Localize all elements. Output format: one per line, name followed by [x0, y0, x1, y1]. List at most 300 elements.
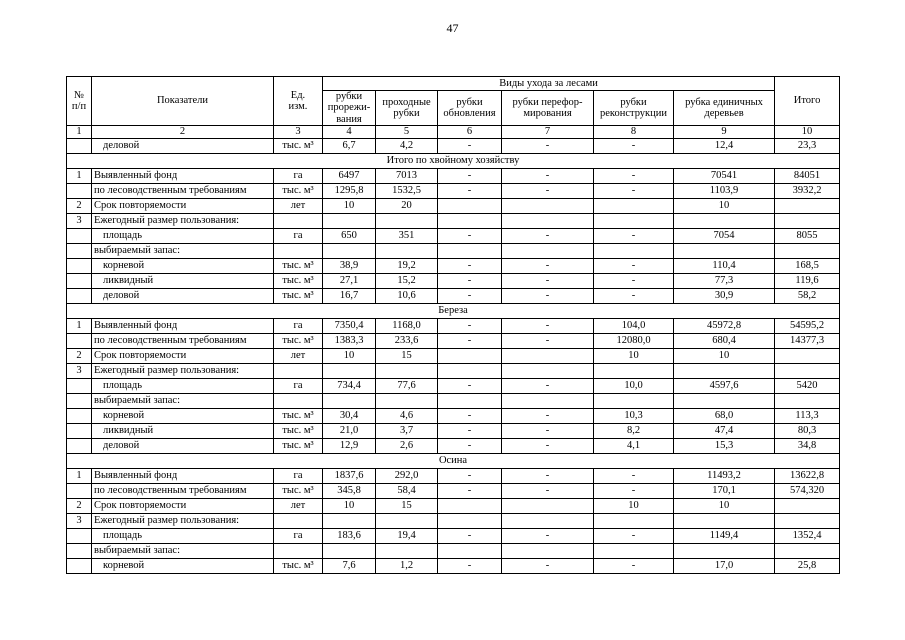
row-value: - — [502, 558, 594, 573]
row-value — [594, 243, 674, 258]
row-value — [594, 363, 674, 378]
table-row — [67, 393, 840, 408]
section-title: Итого по хвойному хозяйству — [67, 153, 840, 168]
table-row — [67, 513, 840, 528]
row-num — [67, 483, 92, 498]
row-value — [438, 498, 502, 513]
row-value: 25,8 — [775, 558, 840, 573]
row-unit: га — [274, 468, 323, 483]
row-value: 10,6 — [376, 288, 438, 303]
table-row — [67, 318, 840, 333]
table-row — [67, 258, 840, 273]
row-value: - — [502, 438, 594, 453]
row-value — [438, 513, 502, 528]
row-value: - — [438, 483, 502, 498]
row-value: 23,3 — [775, 138, 840, 153]
row-value — [438, 213, 502, 228]
row-unit: тыс. м³ — [274, 483, 323, 498]
row-num: 1 — [67, 168, 92, 183]
row-value — [674, 213, 775, 228]
row-value — [594, 513, 674, 528]
row-value: 113,3 — [775, 408, 840, 423]
row-num — [67, 393, 92, 408]
row-value — [323, 243, 376, 258]
row-value — [775, 213, 840, 228]
row-value: 4,1 — [594, 438, 674, 453]
column-index-2: 2 — [92, 125, 274, 138]
row-indicator: площадь — [92, 528, 274, 543]
row-value: 7013 — [376, 168, 438, 183]
row-indicator: выбираемый запас: — [92, 543, 274, 558]
table-row — [67, 408, 840, 423]
row-value: 68,0 — [674, 408, 775, 423]
row-value: 119,6 — [775, 273, 840, 288]
row-value — [775, 498, 840, 513]
row-value: 104,0 — [594, 318, 674, 333]
row-value: 14377,3 — [775, 333, 840, 348]
header-type-label: рубки перефор- мирования — [512, 96, 583, 119]
row-indicator: площадь — [92, 228, 274, 243]
row-unit: тыс. м³ — [274, 273, 323, 288]
row-value: 1168,0 — [376, 318, 438, 333]
header-type-3 — [438, 91, 502, 126]
row-value: - — [594, 468, 674, 483]
row-unit: тыс. м³ — [274, 408, 323, 423]
header-type-label: рубки прорежи- вания — [327, 91, 371, 125]
row-value — [323, 363, 376, 378]
header-num: № п/п — [67, 77, 92, 126]
page-number: 47 — [446, 21, 459, 35]
header-type-1 — [323, 91, 376, 126]
row-value: 13622,8 — [775, 468, 840, 483]
row-value: 10 — [594, 498, 674, 513]
row-value: - — [594, 528, 674, 543]
row-value: 10 — [323, 348, 376, 363]
row-num: 1 — [67, 468, 92, 483]
row-value: 7054 — [674, 228, 775, 243]
row-indicator: Ежегодный размер пользования: — [92, 213, 274, 228]
row-value: 8055 — [775, 228, 840, 243]
row-unit — [274, 363, 323, 378]
row-value: 19,4 — [376, 528, 438, 543]
table-row — [67, 213, 840, 228]
row-value: 12,4 — [674, 138, 775, 153]
table-row — [67, 138, 840, 153]
row-value: 11493,2 — [674, 468, 775, 483]
row-value: 1532,5 — [376, 183, 438, 198]
row-value — [775, 348, 840, 363]
row-value: - — [502, 273, 594, 288]
row-value — [775, 243, 840, 258]
header-indicator: Показатели — [92, 77, 274, 126]
table-row — [67, 333, 840, 348]
row-num: 3 — [67, 363, 92, 378]
row-value: - — [502, 318, 594, 333]
row-value: 110,4 — [674, 258, 775, 273]
row-value — [502, 393, 594, 408]
column-index-6: 6 — [438, 125, 502, 138]
row-value: - — [502, 468, 594, 483]
row-num — [67, 543, 92, 558]
row-indicator: Выявленный фонд — [92, 168, 274, 183]
row-value — [502, 498, 594, 513]
table-row — [67, 483, 840, 498]
table-header — [67, 77, 840, 139]
row-value — [323, 513, 376, 528]
row-value: - — [438, 408, 502, 423]
row-value: - — [502, 228, 594, 243]
row-value — [674, 393, 775, 408]
row-value — [674, 363, 775, 378]
row-value: - — [594, 138, 674, 153]
table-row — [67, 348, 840, 363]
row-value: 77,3 — [674, 273, 775, 288]
row-indicator: Ежегодный размер пользования: — [92, 513, 274, 528]
row-value: - — [438, 468, 502, 483]
table-row — [67, 363, 840, 378]
row-value: - — [502, 288, 594, 303]
row-value: 30,4 — [323, 408, 376, 423]
row-num — [67, 423, 92, 438]
row-num — [67, 138, 92, 153]
row-indicator: деловой — [92, 288, 274, 303]
row-value — [502, 363, 594, 378]
row-value: 1383,3 — [323, 333, 376, 348]
row-value: - — [438, 168, 502, 183]
row-indicator: Выявленный фонд — [92, 318, 274, 333]
row-num — [67, 438, 92, 453]
row-value — [775, 363, 840, 378]
row-value: 6497 — [323, 168, 376, 183]
row-unit: га — [274, 528, 323, 543]
row-value — [438, 348, 502, 363]
table-row — [67, 228, 840, 243]
row-value: - — [438, 228, 502, 243]
section-row — [67, 303, 840, 318]
row-value: 34,8 — [775, 438, 840, 453]
row-unit: га — [274, 378, 323, 393]
row-value: - — [594, 168, 674, 183]
row-value: 15 — [376, 498, 438, 513]
row-value: 6,7 — [323, 138, 376, 153]
row-value — [502, 213, 594, 228]
row-value — [323, 543, 376, 558]
row-indicator: Срок повторяемости — [92, 198, 274, 213]
row-value: - — [438, 438, 502, 453]
column-index-7: 7 — [502, 125, 594, 138]
header-type-2 — [376, 91, 438, 126]
row-value: 4597,6 — [674, 378, 775, 393]
row-value: 1352,4 — [775, 528, 840, 543]
column-index-5: 5 — [376, 125, 438, 138]
row-value: 54595,2 — [775, 318, 840, 333]
row-value: - — [594, 483, 674, 498]
header-type-label: рубки обновления — [443, 96, 496, 119]
row-value: 45972,8 — [674, 318, 775, 333]
row-unit: лет — [274, 348, 323, 363]
row-value: - — [438, 258, 502, 273]
row-value: - — [502, 378, 594, 393]
row-value: 84051 — [775, 168, 840, 183]
row-indicator: по лесоводственным требованиям — [92, 333, 274, 348]
row-unit: тыс. м³ — [274, 333, 323, 348]
row-value: 1,2 — [376, 558, 438, 573]
row-value: 4,6 — [376, 408, 438, 423]
row-value: 10 — [674, 198, 775, 213]
row-unit: тыс. м³ — [274, 138, 323, 153]
row-value: 183,6 — [323, 528, 376, 543]
row-unit: тыс. м³ — [274, 423, 323, 438]
row-indicator: площадь — [92, 378, 274, 393]
row-unit: тыс. м³ — [274, 258, 323, 273]
row-value: 38,9 — [323, 258, 376, 273]
row-value: 16,7 — [323, 288, 376, 303]
table-row — [67, 273, 840, 288]
row-indicator: деловой — [92, 138, 274, 153]
row-value — [502, 198, 594, 213]
row-value — [674, 513, 775, 528]
row-unit: тыс. м³ — [274, 558, 323, 573]
row-value: 12080,0 — [594, 333, 674, 348]
header-type-label: проходные рубки — [382, 96, 431, 119]
row-value — [775, 393, 840, 408]
row-value: 1837,6 — [323, 468, 376, 483]
column-index-10: 10 — [775, 125, 840, 138]
row-value: - — [438, 288, 502, 303]
row-value — [376, 543, 438, 558]
row-value: 574,320 — [775, 483, 840, 498]
row-value: 17,0 — [674, 558, 775, 573]
header-index-row — [67, 125, 840, 138]
row-value: 1149,4 — [674, 528, 775, 543]
row-num: 2 — [67, 498, 92, 513]
table-row — [67, 498, 840, 513]
row-value: 15,3 — [674, 438, 775, 453]
row-value: 4,2 — [376, 138, 438, 153]
header-type-label: рубка единичных деревьев — [685, 96, 763, 119]
row-value: 10 — [323, 498, 376, 513]
row-value: 2,6 — [376, 438, 438, 453]
row-indicator: выбираемый запас: — [92, 393, 274, 408]
row-value: 15,2 — [376, 273, 438, 288]
row-value: - — [502, 258, 594, 273]
row-unit — [274, 213, 323, 228]
row-num — [67, 228, 92, 243]
header-total: Итого — [775, 77, 840, 126]
row-indicator: выбираемый запас: — [92, 243, 274, 258]
row-value: 8,2 — [594, 423, 674, 438]
header-type-label: рубки реконструкции — [599, 96, 668, 119]
table-row — [67, 468, 840, 483]
row-num — [67, 273, 92, 288]
row-value: - — [438, 273, 502, 288]
row-value — [502, 348, 594, 363]
row-value — [438, 363, 502, 378]
table-row — [67, 378, 840, 393]
table-body — [67, 138, 840, 573]
row-value — [674, 243, 775, 258]
row-value: - — [594, 288, 674, 303]
row-value: 80,3 — [775, 423, 840, 438]
row-value — [376, 393, 438, 408]
row-indicator: по лесоводственным требованиям — [92, 483, 274, 498]
row-value: 10,0 — [594, 378, 674, 393]
row-value: - — [502, 138, 594, 153]
row-value: 3,7 — [376, 423, 438, 438]
header-type-5 — [594, 91, 674, 126]
row-indicator: Срок повторяемости — [92, 348, 274, 363]
row-value — [502, 243, 594, 258]
section-title: Береза — [67, 303, 840, 318]
row-value: 19,2 — [376, 258, 438, 273]
row-value: 10,3 — [594, 408, 674, 423]
table-row — [67, 243, 840, 258]
row-value: 12,9 — [323, 438, 376, 453]
row-value: - — [438, 423, 502, 438]
row-unit — [274, 513, 323, 528]
row-indicator: ликвидный — [92, 423, 274, 438]
row-num — [67, 288, 92, 303]
row-unit: тыс. м³ — [274, 183, 323, 198]
row-value — [775, 513, 840, 528]
row-value: 680,4 — [674, 333, 775, 348]
row-value: 170,1 — [674, 483, 775, 498]
row-value: - — [438, 558, 502, 573]
row-unit: тыс. м³ — [274, 288, 323, 303]
row-unit: тыс. м³ — [274, 438, 323, 453]
row-indicator: корневой — [92, 408, 274, 423]
row-unit: га — [274, 318, 323, 333]
row-value: 15 — [376, 348, 438, 363]
table-row — [67, 543, 840, 558]
section-row — [67, 153, 840, 168]
column-index-3: 3 — [274, 125, 323, 138]
forest-care-table — [66, 76, 840, 574]
row-value — [674, 543, 775, 558]
row-value: 21,0 — [323, 423, 376, 438]
row-value — [594, 393, 674, 408]
row-indicator: деловой — [92, 438, 274, 453]
row-value — [376, 243, 438, 258]
row-unit: га — [274, 168, 323, 183]
row-num: 2 — [67, 198, 92, 213]
row-value: 292,0 — [376, 468, 438, 483]
row-value: - — [438, 378, 502, 393]
row-value: - — [438, 528, 502, 543]
row-value: - — [502, 483, 594, 498]
row-num — [67, 408, 92, 423]
row-value: - — [594, 183, 674, 198]
header-unit: Ед. изм. — [274, 77, 323, 126]
row-indicator: ликвидный — [92, 273, 274, 288]
row-num — [67, 333, 92, 348]
row-value: 734,4 — [323, 378, 376, 393]
header-type-4 — [502, 91, 594, 126]
header-type-6 — [674, 91, 775, 126]
row-value: 10 — [674, 498, 775, 513]
row-value: 58,4 — [376, 483, 438, 498]
row-indicator: Ежегодный размер пользования: — [92, 363, 274, 378]
row-value: 70541 — [674, 168, 775, 183]
row-value: 10 — [674, 348, 775, 363]
row-num: 2 — [67, 348, 92, 363]
row-unit: га — [274, 228, 323, 243]
table-row — [67, 183, 840, 198]
row-value: - — [502, 528, 594, 543]
row-value — [438, 543, 502, 558]
row-value: - — [594, 258, 674, 273]
row-value: 20 — [376, 198, 438, 213]
row-value: 7350,4 — [323, 318, 376, 333]
row-value — [594, 543, 674, 558]
row-unit — [274, 543, 323, 558]
table-row — [67, 288, 840, 303]
row-unit: лет — [274, 198, 323, 213]
row-num — [67, 528, 92, 543]
row-value: 10 — [594, 348, 674, 363]
row-indicator: корневой — [92, 258, 274, 273]
row-value: 1295,8 — [323, 183, 376, 198]
row-indicator: Срок повторяемости — [92, 498, 274, 513]
table-row — [67, 558, 840, 573]
row-value: 168,5 — [775, 258, 840, 273]
row-unit: лет — [274, 498, 323, 513]
row-value — [438, 243, 502, 258]
table-row — [67, 198, 840, 213]
row-value — [376, 513, 438, 528]
row-value: - — [594, 273, 674, 288]
column-index-4: 4 — [323, 125, 376, 138]
row-indicator: по лесоводственным требованиям — [92, 183, 274, 198]
row-value: - — [502, 183, 594, 198]
row-value: 1103,9 — [674, 183, 775, 198]
row-value: - — [502, 333, 594, 348]
table-row — [67, 438, 840, 453]
row-num: 1 — [67, 318, 92, 333]
row-num: 3 — [67, 213, 92, 228]
section-title: Осина — [67, 453, 840, 468]
row-value: 7,6 — [323, 558, 376, 573]
row-value — [775, 198, 840, 213]
row-value: 30,9 — [674, 288, 775, 303]
row-num — [67, 378, 92, 393]
row-num — [67, 258, 92, 273]
row-value — [323, 393, 376, 408]
table-row — [67, 528, 840, 543]
row-indicator: Выявленный фонд — [92, 468, 274, 483]
row-value — [775, 543, 840, 558]
column-index-1: 1 — [67, 125, 92, 138]
row-unit — [274, 393, 323, 408]
row-unit — [274, 243, 323, 258]
row-value — [376, 213, 438, 228]
row-value: 27,1 — [323, 273, 376, 288]
row-value: - — [438, 183, 502, 198]
column-index-8: 8 — [594, 125, 674, 138]
row-value: 58,2 — [775, 288, 840, 303]
row-value: 345,8 — [323, 483, 376, 498]
row-value — [502, 513, 594, 528]
row-value — [502, 543, 594, 558]
section-row — [67, 453, 840, 468]
row-value: - — [502, 168, 594, 183]
table-row — [67, 423, 840, 438]
row-num — [67, 183, 92, 198]
row-value — [376, 363, 438, 378]
header-group-title: Виды ухода за лесами — [323, 77, 775, 91]
row-value — [438, 393, 502, 408]
row-value: 5420 — [775, 378, 840, 393]
